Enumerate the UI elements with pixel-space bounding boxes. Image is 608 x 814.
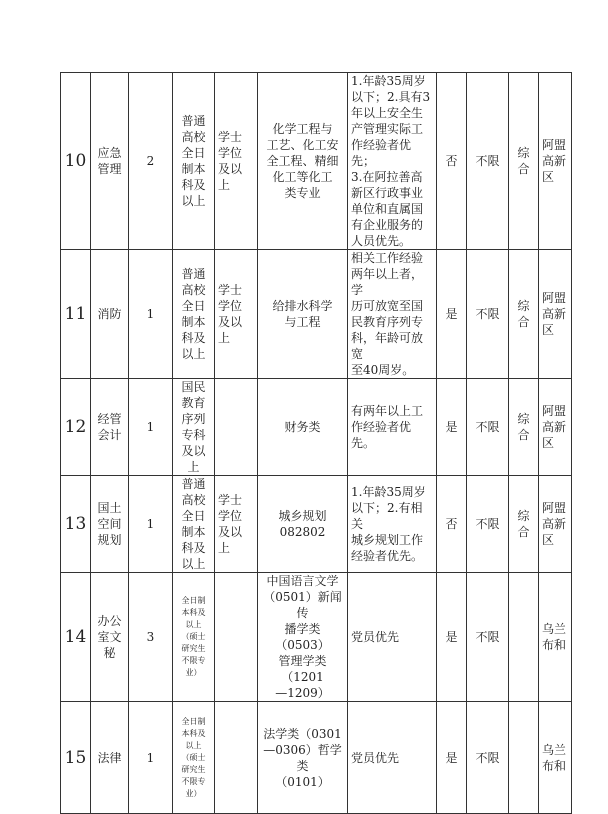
degree-cell: 学士 学位 及以 上: [215, 250, 258, 379]
major-cell: 给排水科学 与工程: [258, 250, 348, 379]
post-name-cell: 消防: [91, 250, 129, 379]
degree-cell: [215, 573, 258, 702]
category-cell: 综 合: [509, 379, 539, 476]
flag-a-cell: 是: [437, 379, 467, 476]
flag-b-cell: 不限: [467, 702, 509, 814]
requirements-cell: 党员优先: [348, 573, 437, 702]
category-cell: 综 合: [509, 250, 539, 379]
table-row: [61, 573, 572, 702]
flag-b-cell: 不限: [467, 379, 509, 476]
major-cell: 中国语言文学 （0501）新闻传 播学类（0503） 管理学类（1201 —1209）: [258, 573, 348, 702]
flag-b-cell: 不限: [467, 250, 509, 379]
table-row: [61, 476, 572, 573]
degree-cell: [215, 379, 258, 476]
headcount-cell: 1: [129, 702, 173, 814]
category-cell: [509, 573, 539, 702]
education-cell: 普通 高校 全日 制本 科及 以上: [173, 73, 215, 250]
flag-a-cell: 是: [437, 702, 467, 814]
table-row: [61, 73, 572, 250]
recruitment-table: [60, 72, 572, 814]
education-cell: 全日制 本科及 以上 （硕士 研究生 不限专 业）: [173, 702, 215, 814]
row-number-cell: 11: [61, 250, 91, 379]
table-row: [61, 702, 572, 814]
flag-b-cell: 不限: [467, 73, 509, 250]
flag-b-cell: 不限: [467, 573, 509, 702]
table-row: [61, 379, 572, 476]
location-cell: 阿盟 高新 区: [539, 476, 572, 573]
education-cell: 全日制 本科及 以上 （硕士 研究生 不限专 业）: [173, 573, 215, 702]
flag-a-cell: 否: [437, 476, 467, 573]
education-cell: 普通 高校 全日 制本 科及 以上: [173, 250, 215, 379]
flag-a-cell: 是: [437, 250, 467, 379]
post-name-cell: 应急 管理: [91, 73, 129, 250]
row-number-cell: 15: [61, 702, 91, 814]
headcount-cell: 2: [129, 73, 173, 250]
headcount-cell: 1: [129, 250, 173, 379]
education-cell: 国民 教育 序列 专科 及以 上: [173, 379, 215, 476]
education-cell: 普通 高校 全日 制本 科及 以上: [173, 476, 215, 573]
category-cell: [509, 702, 539, 814]
degree-cell: 学士 学位 及以 上: [215, 476, 258, 573]
row-number-cell: 14: [61, 573, 91, 702]
flag-a-cell: 否: [437, 73, 467, 250]
location-cell: 乌兰 布和: [539, 573, 572, 702]
requirements-cell: 相关工作经验 两年以上者，学 历可放宽至国 民教育序列专 科，年龄可放宽 至40周岁。: [348, 250, 437, 379]
headcount-cell: 1: [129, 476, 173, 573]
table-body: [61, 73, 572, 814]
post-name-cell: 法律: [91, 702, 129, 814]
flag-a-cell: 是: [437, 573, 467, 702]
requirements-cell: 1.年龄35周岁 以下；2.有相关 城乡规划工作 经验者优先。: [348, 476, 437, 573]
requirements-cell: 有两年以上工 作经验者优先。: [348, 379, 437, 476]
requirements-cell: 1.年龄35周岁 以下；2.具有3 年以上安全生 产管理实际工 作经验者优先； 3.在阿拉善高 新区行政事业 单位和直属国 有企业服务的 人员优先。: [348, 73, 437, 250]
requirements-cell: 党员优先: [348, 702, 437, 814]
post-name-cell: 办公 室文 秘: [91, 573, 129, 702]
location-cell: 乌兰 布和: [539, 702, 572, 814]
post-name-cell: 经管 会计: [91, 379, 129, 476]
row-number-cell: 10: [61, 73, 91, 250]
major-cell: 法学类（0301 —0306）哲学类 （0101）: [258, 702, 348, 814]
major-cell: 城乡规划 082802: [258, 476, 348, 573]
row-number-cell: 12: [61, 379, 91, 476]
degree-cell: [215, 702, 258, 814]
table-row: [61, 250, 572, 379]
major-cell: 财务类: [258, 379, 348, 476]
row-number-cell: 13: [61, 476, 91, 573]
headcount-cell: 1: [129, 379, 173, 476]
post-name-cell: 国土 空间 规划: [91, 476, 129, 573]
category-cell: 综 合: [509, 476, 539, 573]
location-cell: 阿盟 高新 区: [539, 73, 572, 250]
degree-cell: 学士 学位 及以 上: [215, 73, 258, 250]
location-cell: 阿盟 高新 区: [539, 379, 572, 476]
category-cell: 综 合: [509, 73, 539, 250]
flag-b-cell: 不限: [467, 476, 509, 573]
headcount-cell: 3: [129, 573, 173, 702]
location-cell: 阿盟 高新 区: [539, 250, 572, 379]
major-cell: 化学工程与 工艺、化工安 全工程、精细 化工等化工 类专业: [258, 73, 348, 250]
